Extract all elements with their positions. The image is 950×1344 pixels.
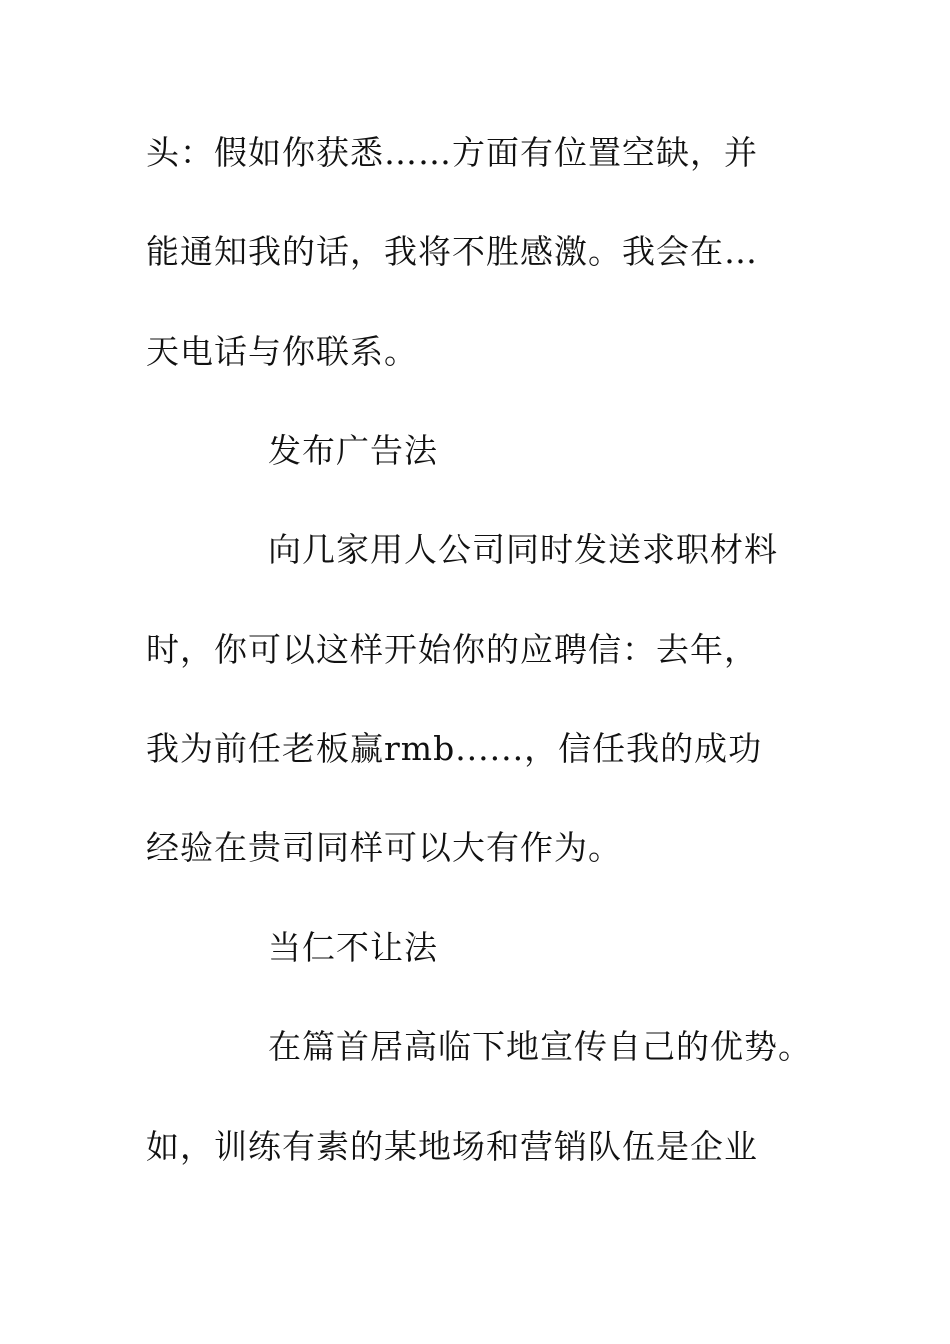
text-line: 能通知我的话，我将不胜感激。我会在… — [146, 232, 758, 271]
text-line: 天电话与你联系。 — [146, 332, 418, 371]
section-heading: 当仁不让法 — [268, 928, 438, 967]
text-line: 经验在贵司同样可以大有作为。 — [146, 828, 622, 867]
section-heading: 发布广告法 — [268, 431, 438, 470]
text-line: 向几家用人公司同时发送求职材料 — [268, 530, 778, 569]
text-line: 我为前任老板赢rmb......，信任我的成功 — [146, 729, 763, 768]
text-line: 时，你可以这样开始你的应聘信：去年， — [146, 630, 758, 669]
text-line: 如，训练有素的某地场和营销队伍是企业 — [146, 1127, 758, 1166]
text-line: 在篇首居高临下地宣传自己的优势。 — [268, 1027, 812, 1066]
text-line: 头：假如你获悉……方面有位置空缺，并 — [146, 133, 758, 172]
